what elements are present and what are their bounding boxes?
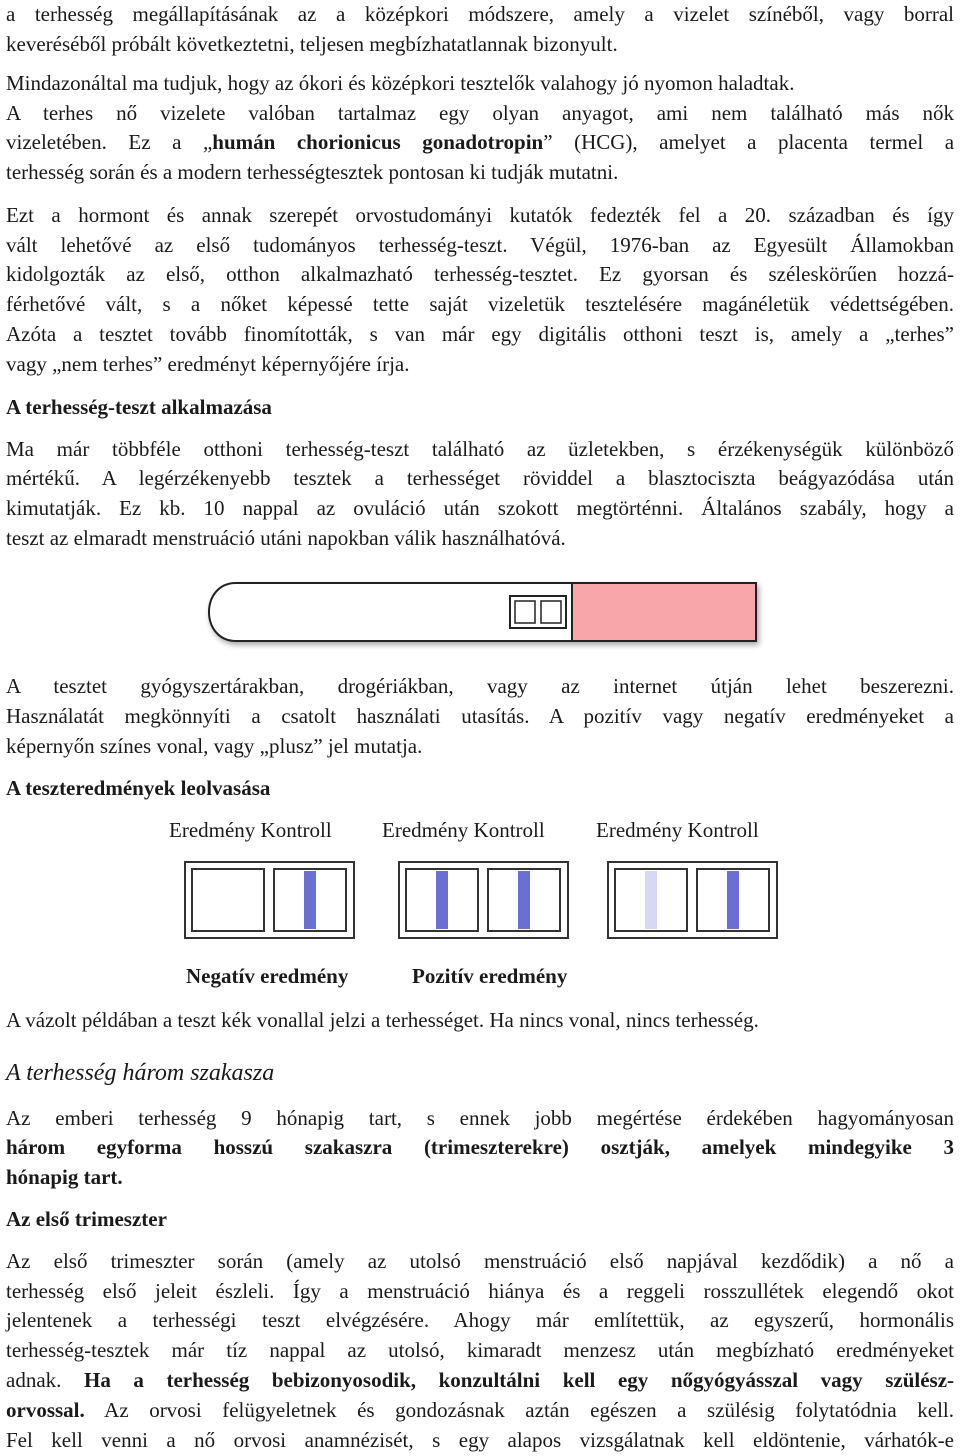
text-run: Az orvosi felügyeletnek és gondozásnak aztán egészen a szülésig folytatódnia kell. (104, 1398, 955, 1422)
strip-window (510, 596, 566, 628)
window-cell (541, 601, 561, 623)
paragraph-line: A terhes nő vizelete valóban tartalmaz egy olyan anyagot, ami nem található más nők (6, 101, 954, 125)
paragraph-line: képernyőn színes vonal, vagy „plusz” jel mutatja. (6, 734, 423, 758)
paragraph-line: Használatát megkönnyíti a csatolt használati utasítás. A pozitív vagy negatív eredményeket a (6, 704, 954, 728)
paragraph-line: hónapig tart. (6, 1165, 123, 1189)
control-line (727, 871, 739, 929)
control-line (518, 871, 530, 929)
paragraph-line (6, 1368, 954, 1392)
paragraph-line: Az első trimeszter során (amely az utolsó menstruáció első napjával kezdődik) a nő a (6, 1249, 954, 1273)
paragraph-line (6, 1398, 954, 1422)
paragraph-line: három egyforma hosszú szakaszra (trimeszterekre) osztják, amelyek mindegyike 3 (6, 1135, 954, 1159)
paragraph-line: teszt az elmaradt menstruáció utáni napokban válik használhatóvá. (6, 526, 566, 550)
result-window-positive (399, 862, 568, 938)
paragraph-line: terhesség során és a modern terhességtesztek pontosan ki tudják mutatni. (6, 160, 619, 184)
paragraph-line: jelentenek a terhességi teszt elvégzésére. Ahogy már említettük, az egyszerű, hormonális (6, 1308, 954, 1332)
window-label: Eredmény Kontroll (382, 818, 545, 842)
result-window-negative (185, 862, 354, 938)
negative-result-caption: Negatív eredmény (186, 964, 349, 988)
paragraph-line: a terhesség megállapításának az a középkori módszere, amely a vizelet színéből, vagy borral (6, 2, 954, 26)
paragraph-line: mértékű. A legérzékenyebb tesztek a terhességet röviddel a blasztociszta beágyazódása után (6, 466, 954, 490)
control-line (304, 871, 316, 929)
paragraph-line: Ma már többféle otthoni terhesség-teszt található az üzletekben, s érzékenységük különböző (6, 437, 954, 461)
paragraph-line: Fel kell venni a nő orvosi anamnézisét, s egy alapos vizsgálatnak kell eldöntenie, várhatók-e (6, 1428, 954, 1452)
paragraph-line: Azóta a tesztet tovább finomították, s van már egy digitális otthoni teszt is, amely a „terhes” (6, 322, 954, 346)
test-strip (209, 583, 756, 641)
paragraph-line: A tesztet gyógyszertárakban, drogériákban, vagy az internet útján lehet beszerezni. (6, 674, 954, 698)
section-heading: A terhesség három szakasza (6, 1060, 275, 1086)
paragraph-line (6, 130, 954, 154)
window-label: Eredmény Kontroll (596, 818, 759, 842)
paragraph-line: Az emberi terhesség 9 hónapig tart, s ennek jobb megértése érdekében hagyományosan (6, 1106, 954, 1130)
text-run: adnak. (6, 1368, 62, 1392)
text-run: vizeletében. (6, 130, 107, 154)
section-heading: Az első trimeszter (6, 1207, 167, 1231)
faint-result-line (645, 871, 657, 929)
positive-result-caption: Pozitív eredmény (412, 964, 568, 988)
window-cell (515, 601, 535, 623)
paragraph-line: Mindazonáltal ma tudjuk, hogy az ókori és középkori tesztelők valahogy jó nyomon haladtak. (6, 71, 795, 95)
paragraph-line: terhesség első jeleit észleli. Így a menstruáció hiánya és a reggeli rosszullétek elegendő okot (6, 1279, 954, 1303)
result-line (436, 871, 448, 929)
text-run: ” (HCG), amelyet a placenta termel a (543, 130, 955, 154)
section-heading: A teszteredmények leolvasása (6, 776, 271, 800)
paragraph-line: vagy „nem terhes” eredményt képernyőjére írja. (6, 352, 410, 376)
paragraph-line: férhetővé vált, s a nőket képessé tette saját vizeletük tesztelésére magánéletük védettségében. (6, 292, 954, 316)
paragraph-line: vált lehetővé az első tudományos terhesség-teszt. Végül, 1976-ban az Egyesült Államokban (6, 233, 954, 257)
paragraph-line: terhesség-tesztek már tíz nappal az utolsó, kimaradt menzesz után megbízható eredményeket (6, 1338, 954, 1362)
paragraph-line: A vázolt példában a teszt kék vonallal jelzi a terhességet. Ha nincs vonal, nincs terhesség. (6, 1008, 759, 1032)
hcg-term: humán chorionicus gonadotropin (212, 130, 544, 154)
paragraph-line: kidolgozták az első, otthon alkalmazható terhesség-tesztet. Ez gyorsan és széleskörűen hozzá- (6, 262, 954, 286)
window-label: Eredmény Kontroll (169, 818, 332, 842)
section-heading: A terhesség-teszt alkalmazása (6, 395, 272, 419)
paragraph-line: keveréséből próbált következtetni, teljesen megbízhatatlannak bizonyult. (6, 32, 618, 56)
text-run: Ez a „ (128, 130, 213, 154)
paragraph-line: kimutatják. Ez kb. 10 nappal az ovuláció után szokott megtörténni. Általános szabály, hogy a (6, 496, 954, 520)
paragraph-line: Ezt a hormont és annak szerepét orvostudományi kutatók fedezték fel a 20. században és így (6, 203, 954, 227)
bold-run: orvossal. (6, 1398, 85, 1422)
result-window-faint-positive (608, 862, 777, 938)
bold-run: Ha a terhesség bebizonyosodik, konzultálni kell egy nőgyógyásszal vagy szülész- (84, 1368, 955, 1392)
absorbent-tip (572, 583, 756, 641)
